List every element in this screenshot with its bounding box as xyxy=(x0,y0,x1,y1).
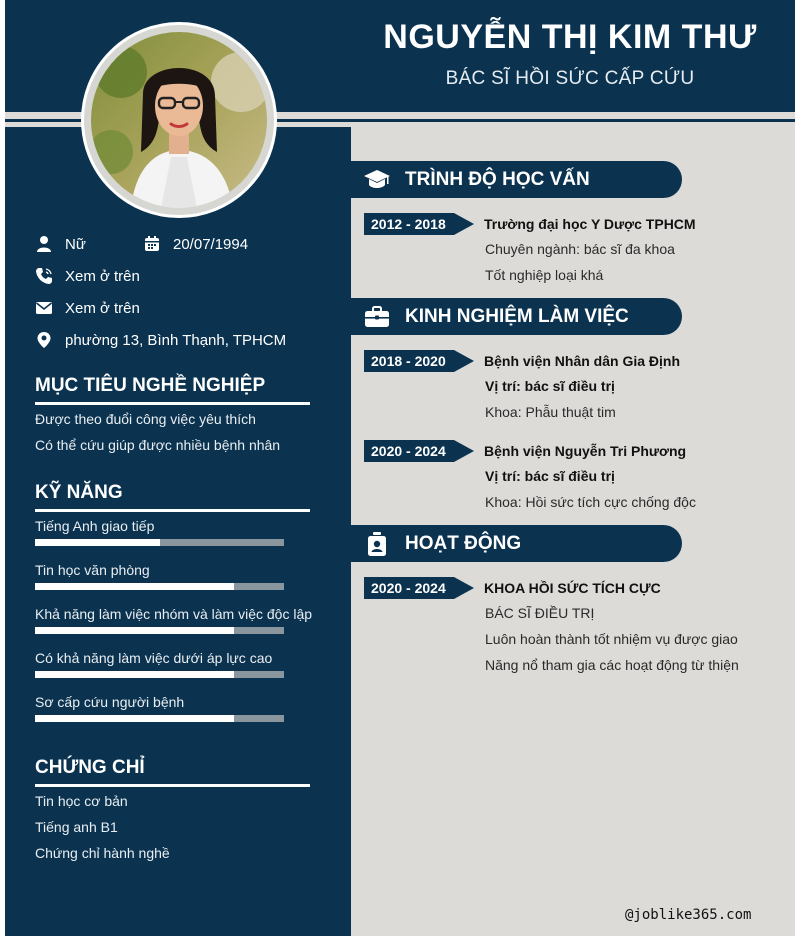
location-pin-icon xyxy=(35,331,53,349)
email-row xyxy=(35,298,140,318)
education-header xyxy=(351,161,682,198)
skill-label: Có khả năng làm việc dưới áp lực cao xyxy=(35,650,273,666)
skill-label: Khả năng làm việc nhóm và làm việc độc lập xyxy=(35,606,313,622)
user-icon xyxy=(35,235,53,253)
activities-title: HOẠT ĐỘNG xyxy=(405,532,522,554)
education-period: 2012 - 2018 xyxy=(364,213,454,235)
experience-employer: Bệnh viện Nguyễn Tri Phương xyxy=(484,443,687,459)
address-value: phường 13, Bình Thạnh, TPHCM xyxy=(65,331,287,349)
skill-bar-fill xyxy=(35,671,234,678)
briefcase-icon xyxy=(363,303,391,331)
certificate-item: Tin học cơ bản xyxy=(35,793,128,809)
objective-title: MỤC TIÊU NGHỀ NGHIỆP xyxy=(35,375,266,396)
skill-bar xyxy=(35,583,284,590)
objective-line: Được theo đuổi công việc yêu thích xyxy=(35,411,256,427)
skill-label: Sơ cấp cứu người bệnh xyxy=(35,694,185,710)
objective-rule xyxy=(35,402,310,405)
profile-photo xyxy=(91,32,267,208)
experience-position: Vị trí: bác sĩ điều trị xyxy=(485,468,615,484)
envelope-icon xyxy=(35,299,53,317)
skill-bar xyxy=(35,715,284,722)
experience-title: KINH NGHIỆM LÀM VIỆC xyxy=(405,305,629,327)
calendar-icon xyxy=(143,235,161,253)
experience-period: 2018 - 2020 xyxy=(364,350,454,372)
candidate-name: NGUYỄN THỊ KIM THƯ xyxy=(383,18,757,56)
objective-line: Có thể cứu giúp được nhiều bệnh nhân xyxy=(35,437,281,453)
cv-page xyxy=(5,0,795,936)
skill-label: Tiếng Anh giao tiếp xyxy=(35,518,155,534)
skills-rule xyxy=(35,509,310,512)
education-title: TRÌNH ĐỘ HỌC VẤN xyxy=(405,168,590,190)
id-badge-icon xyxy=(363,530,391,558)
skill-bar-fill xyxy=(35,715,234,722)
skill-bar xyxy=(35,671,284,678)
birthdate-value: 20/07/1994 xyxy=(173,235,249,253)
gender-row xyxy=(35,234,86,254)
activity-line: Năng nổ tham gia các hoạt động từ thiện xyxy=(485,657,739,673)
education-line: Tốt nghiệp loại khá xyxy=(485,267,604,283)
certificate-item: Tiếng anh B1 xyxy=(35,819,118,835)
experience-department: Khoa: Hồi sức tích cực chống độc xyxy=(485,494,696,510)
activity-line: BÁC SĨ ĐIỀU TRỊ xyxy=(485,605,595,621)
gender-value: Nữ xyxy=(65,235,86,253)
activity-line: Luôn hoàn thành tốt nhiệm vụ được giao xyxy=(485,631,738,647)
experience-header xyxy=(351,298,682,335)
skill-bar xyxy=(35,627,284,634)
experience-position: Vị trí: bác sĩ điều trị xyxy=(485,378,615,394)
email-value: Xem ở trên xyxy=(65,299,140,317)
candidate-role: BÁC SĨ HỒI SỨC CẤP CỨU xyxy=(445,68,695,89)
birthdate-row xyxy=(143,234,248,254)
phone-row xyxy=(35,266,140,286)
certificates-rule xyxy=(35,784,310,787)
profile-photo-frame xyxy=(81,22,277,218)
watermark: @joblike365.com xyxy=(625,907,752,923)
activity-period: 2020 - 2024 xyxy=(364,577,454,599)
experience-department: Khoa: Phẫu thuật tim xyxy=(485,404,616,420)
activities-header xyxy=(351,525,682,562)
education-line: Chuyên ngành: bác sĩ đa khoa xyxy=(485,241,675,257)
certificate-item: Chứng chỉ hành nghề xyxy=(35,845,170,861)
experience-period-tag xyxy=(364,350,474,372)
phone-value: Xem ở trên xyxy=(65,267,140,285)
certificates-title: CHỨNG CHỈ xyxy=(35,757,145,778)
education-school: Trường đại học Y Dược TPHCM xyxy=(484,216,696,232)
experience-employer: Bệnh viện Nhân dân Gia Định xyxy=(484,353,681,369)
activity-organization: KHOA HỒI SỨC TÍCH CỰC xyxy=(484,580,661,596)
phone-icon xyxy=(35,267,53,285)
skill-bar-fill xyxy=(35,583,234,590)
activity-period-tag xyxy=(364,577,474,599)
graduation-cap-icon xyxy=(363,166,391,194)
skill-bar-fill xyxy=(35,627,234,634)
education-period-tag xyxy=(364,213,474,235)
skill-bar xyxy=(35,539,284,546)
experience-period-tag xyxy=(364,440,474,462)
skills-title: KỸ NĂNG xyxy=(35,482,123,503)
skill-label: Tin học văn phòng xyxy=(35,562,150,578)
skill-bar-fill xyxy=(35,539,160,546)
experience-period: 2020 - 2024 xyxy=(364,440,454,462)
address-row xyxy=(35,330,286,350)
